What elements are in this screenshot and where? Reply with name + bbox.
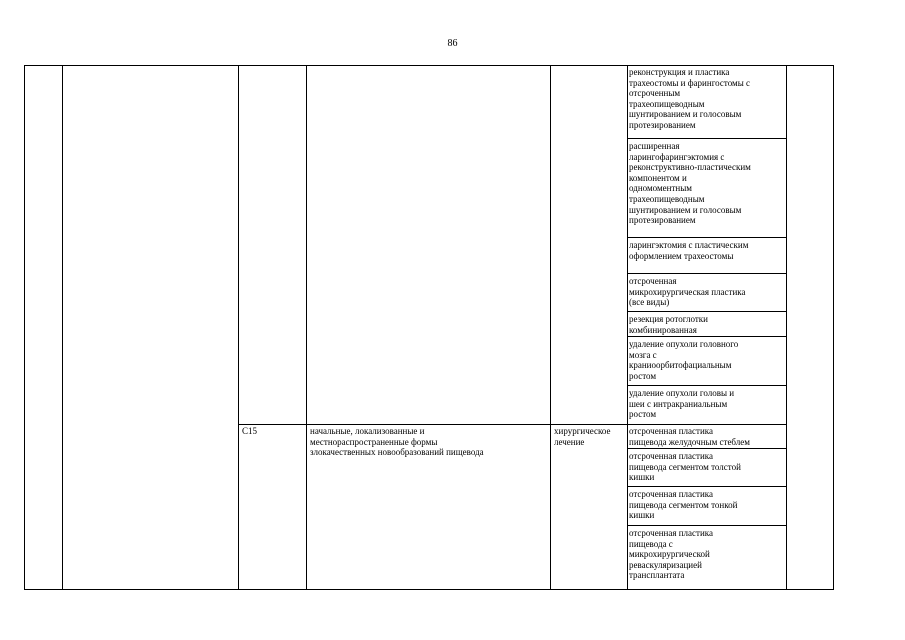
procedure-cell: удаление опухоли головного мозга с краниоорбитофациальным ростом [629, 339, 739, 381]
column-divider [550, 65, 551, 590]
column-divider [627, 65, 628, 590]
column-divider [306, 65, 307, 590]
procedure-cell: отсроченная микрохирургическая пластика (все виды) [629, 276, 746, 308]
procedure-cell: отсроченная пластика пищевода сегментом тонкой кишки [629, 489, 738, 521]
column-divider [786, 65, 787, 590]
procedure-cell: ларингэктомия с пластическим оформлением трахеостомы [629, 240, 749, 261]
procedure-divider [627, 311, 786, 312]
procedure-cell: расширенная ларингофарингэктомия с реконструктивно-пластическим компонентом и одномоментным трахеопищеводным шунтированием и голосовым протезированием [629, 141, 751, 226]
column-divider [238, 65, 239, 590]
diagnosis-code: C15 [242, 426, 258, 436]
column-divider [62, 65, 63, 590]
procedure-divider [627, 237, 786, 238]
procedure-cell: резекция ротоглотки комбинированная [629, 314, 708, 335]
procedure-divider [627, 273, 786, 274]
procedure-divider [627, 336, 786, 337]
procedure-divider [627, 138, 786, 139]
procedure-cell: отсроченная пластика пищевода желудочным стеблем [629, 426, 750, 447]
row-divider [238, 424, 786, 425]
procedure-cell: отсроченная пластика пищевода сегментом толстой кишки [629, 451, 741, 483]
page-number: 86 [447, 38, 458, 49]
procedure-divider [627, 525, 786, 526]
procedure-cell: реконструкция и пластика трахеостомы и фарингостомы с отсроченным трахеопищеводным шунтированием и голосовым протезированием [629, 67, 751, 130]
diagnosis-cell: начальные, локализованные и местнораспространенные формы злокачественных новообразований пищевода [310, 426, 484, 458]
treatment-cell: хирургическое лечение [554, 426, 611, 447]
procedure-cell: удаление опухоли головы и шеи с интракраниальным ростом [629, 388, 735, 420]
procedure-cell: отсроченная пластика пищевода с микрохирургической реваскуляризацией трансплантата [629, 528, 714, 581]
procedure-divider [627, 486, 786, 487]
procedure-divider [627, 448, 786, 449]
procedure-divider [627, 385, 786, 386]
